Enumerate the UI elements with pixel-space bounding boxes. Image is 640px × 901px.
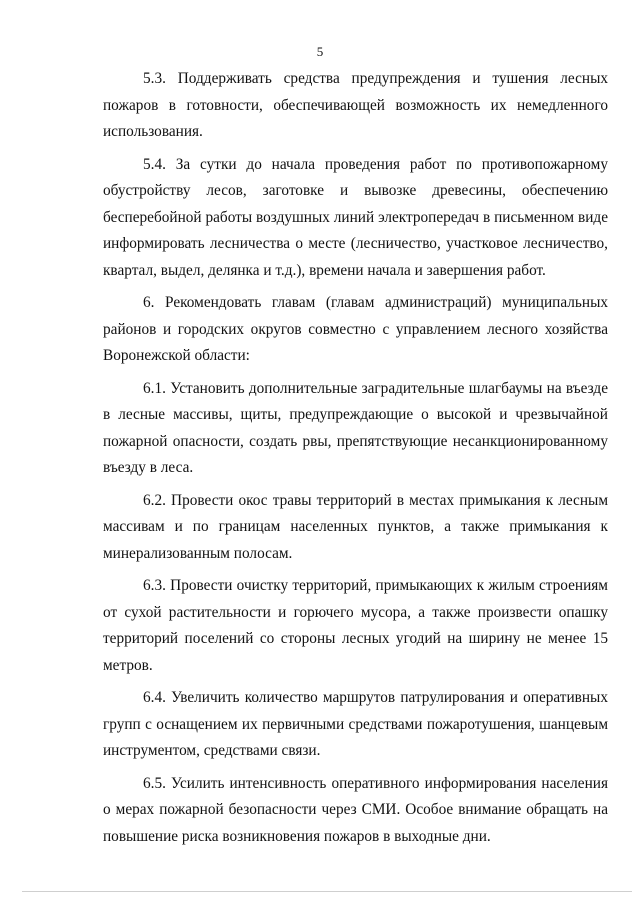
paragraph-6-1: 6.1. Установить дополнительные заградительные шлагбаумы на въезде в лесные массивы, щиты, предупреждающие о высокой и чрезвычайной пожарной опасности, создать рвы, препятствующие несанкционированному въезду в леса. xyxy=(103,379,608,476)
paragraph-5-3: 5.3. Поддерживать средства предупреждения и тушения лесных пожаров в готовности, обеспечивающей возможность их немедленного использования. xyxy=(103,70,608,140)
paragraph-6-3: 6.3. Провести очистку территорий, примыкающих к жилым строениям от сухой растительности и горючего мусора, а также произвести опашку территорий поселений со стороны лесных угодий на ширину не менее 15 метров. xyxy=(103,577,608,674)
scan-edge-divider xyxy=(22,891,632,892)
page-number: 5 xyxy=(316,44,324,59)
document-body xyxy=(103,66,608,856)
paragraph-6: 6. Рекомендовать главам (главам администраций) муниципальных районов и городских округов совместно с управлением лесного хозяйства Воронежской области: xyxy=(103,294,608,364)
paragraph-5-4: 5.4. За сутки до начала проведения работ по противопожарному обустройству лесов, заготовке и вывозке древесины, обеспечению бесперебойной работы воздушных линий электропередач в письменном виде информировать лесничества о месте (лесничество, участковое лесничество, квартал, выдел, делянка и т.д.), времени начала и завершения работ. xyxy=(103,155,608,279)
paragraph-6-5: 6.5. Усилить интенсивность оперативного информирования населения о мерах пожарной безопасности через СМИ. Особое внимание обращать на повышение риска возникновения пожаров в выходные дни. xyxy=(103,774,608,845)
paragraph-6-2: 6.2. Провести окос травы территорий в местах примыкания к лесным массивам и по границам населенных пунктов, а также примыкания к минерализованным полосам. xyxy=(103,491,608,562)
paragraph-6-4: 6.4. Увеличить количество маршрутов патрулирования и оперативных групп с оснащением их первичными средствами пожаротушения, шанцевым инструментом, средствами связи. xyxy=(103,689,608,759)
